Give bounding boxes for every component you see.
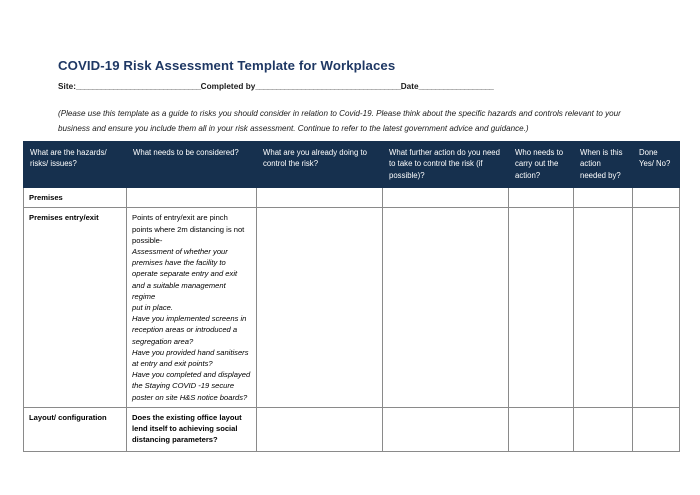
table-row-layout-configuration xyxy=(24,407,680,451)
table-row-section-premises xyxy=(24,188,680,208)
cell-already-doing-layout-configuration[interactable] xyxy=(257,407,383,451)
cell-text-line: Have you completed and displayed xyxy=(132,370,251,380)
cell-done-layout-configuration[interactable] xyxy=(633,407,680,451)
document-meta-line xyxy=(58,82,493,91)
cell-text-line: at entry and exit points? xyxy=(132,359,213,369)
cell-text-line: segregation area? xyxy=(132,336,194,346)
completed-by-label: Completed by xyxy=(200,82,256,91)
cell-done-empty[interactable] xyxy=(633,188,680,208)
site-input-rule[interactable]: ______________________________ xyxy=(76,82,201,91)
cell-text-line: Have you provided hand sanitisers xyxy=(132,347,249,357)
cell-text-line: put in place. xyxy=(132,303,173,313)
table-header xyxy=(24,142,680,188)
cell-already-doing-empty[interactable] xyxy=(257,188,383,208)
row-label-layout-configuration: Layout/ configuration xyxy=(24,407,127,451)
cell-text-line: possible- xyxy=(132,235,163,245)
col-header-further-action: What further action do you need to take to control the risk (if possible)? xyxy=(383,142,509,188)
row-label-premises-entry-exit: Premises entry/exit xyxy=(24,208,127,407)
intro-paragraph: (Please use this template as a guide to risks you should consider in relation to Covid-19. Please think about the specific hazards and controls relevant to your business and ensure you include them all in your risk assessment. Continue to refer to the latest government advice and guidance.) xyxy=(58,109,621,134)
col-header-when: When is this action needed by? xyxy=(574,142,633,188)
cell-when-premises-entry-exit[interactable] xyxy=(574,208,633,407)
cell-text-line: operate separate entry and exit xyxy=(132,269,238,279)
cell-text-line: Have you implemented screens in xyxy=(132,314,247,324)
col-header-hazards: What are the hazards/ risks/ issues? xyxy=(24,142,127,188)
date-input-rule[interactable]: __________________ xyxy=(418,82,494,91)
cell-text-line: Does the existing office layout xyxy=(132,412,242,422)
cell-further-action-premises-entry-exit[interactable] xyxy=(383,208,509,407)
cell-considered-layout-configuration xyxy=(127,407,257,451)
cell-text-line: Points of entry/exit are pinch xyxy=(132,213,228,223)
cell-already-doing-premises-entry-exit[interactable] xyxy=(257,208,383,407)
cell-when-empty[interactable] xyxy=(574,188,633,208)
cell-considered-premises-entry-exit xyxy=(127,208,257,407)
cell-text-line: distancing parameters? xyxy=(132,435,218,445)
risk-assessment-table xyxy=(23,141,680,452)
section-label-premises: Premises xyxy=(24,188,127,208)
cell-text-line: premises have the facility to xyxy=(132,258,226,268)
date-label: Date xyxy=(400,82,419,91)
cell-text-line: and a suitable management regime xyxy=(132,280,226,301)
col-header-done: Done Yes/ No? xyxy=(633,142,680,188)
cell-text-line: reception areas or introduced a xyxy=(132,325,238,335)
cell-text-line: lend itself to achieving social xyxy=(132,424,238,434)
cell-text-line: points where 2m distancing is not xyxy=(132,224,245,234)
table-header-row xyxy=(24,142,680,188)
cell-when-layout-configuration[interactable] xyxy=(574,407,633,451)
col-header-who: Who needs to carry out the action? xyxy=(509,142,574,188)
cell-further-action-empty[interactable] xyxy=(383,188,509,208)
cell-text-line: poster on site H&S notice boards? xyxy=(132,392,248,402)
site-label: Site: xyxy=(58,82,76,91)
cell-who-empty[interactable] xyxy=(509,188,574,208)
table-row-premises-entry-exit xyxy=(24,208,680,407)
cell-done-premises-entry-exit[interactable] xyxy=(633,208,680,407)
cell-text-line: Assessment of whether your xyxy=(132,247,228,257)
col-header-already-doing: What are you already doing to control the risk? xyxy=(257,142,383,188)
risk-assessment-table-wrapper xyxy=(23,141,679,452)
cell-text-line: the Staying COVID -19 secure xyxy=(132,381,235,391)
col-header-considered: What needs to be considered? xyxy=(127,142,257,188)
cell-further-action-layout-configuration[interactable] xyxy=(383,407,509,451)
cell-who-premises-entry-exit[interactable] xyxy=(509,208,574,407)
cell-who-layout-configuration[interactable] xyxy=(509,407,574,451)
completed-by-input-rule[interactable]: ___________________________________ xyxy=(255,82,401,91)
table-body xyxy=(24,188,680,452)
cell-considered-empty[interactable] xyxy=(127,188,257,208)
page-title: COVID-19 Risk Assessment Template for Workplaces xyxy=(58,58,396,73)
